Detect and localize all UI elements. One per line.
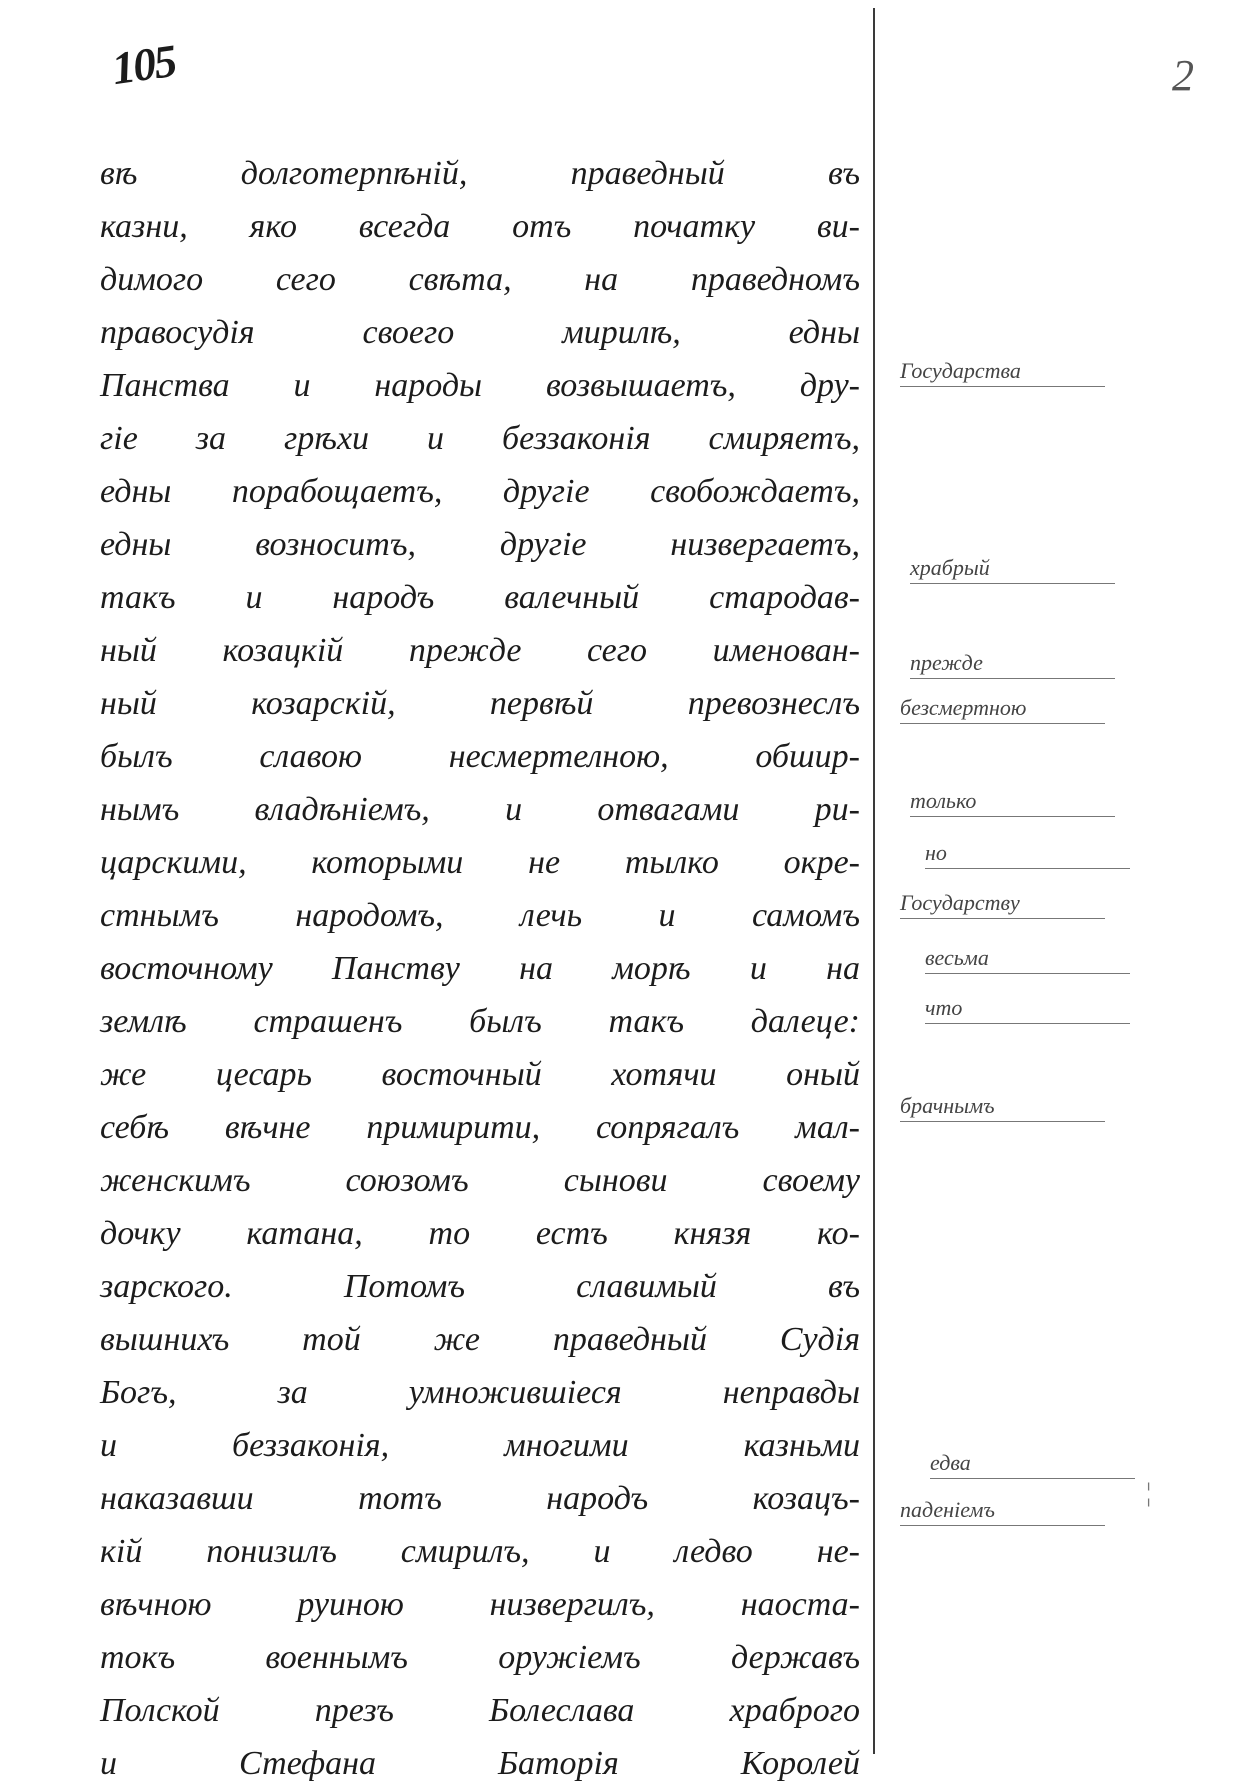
margin-note: едва — [930, 1450, 1135, 1479]
text-line: Полской презъ Болеслава храброго — [100, 1692, 860, 1729]
margin-note: брачнымъ — [900, 1093, 1105, 1122]
text-line: наказавши тотъ народъ козацъ- — [100, 1480, 860, 1517]
margin-note: Государству — [900, 890, 1105, 919]
text-line: такъ и народъ валечный стародав- — [100, 579, 860, 616]
main-text-block — [100, 148, 860, 1791]
text-line: кій понизилъ смирилъ, и ледво не- — [100, 1533, 860, 1570]
margin-note: но — [925, 840, 1130, 869]
text-line: правосудія своего мирилѣ, едны — [100, 314, 860, 351]
text-line: едны порабощаетъ, другіе свобождаетъ, — [100, 473, 860, 510]
text-line: димого сего свѣта, на праведномъ — [100, 261, 860, 298]
text-line: былъ славою несмертелною, обшир- — [100, 738, 860, 775]
margin-rule — [873, 8, 875, 1754]
margin-note: Государства — [900, 358, 1105, 387]
text-line: Богъ, за умножившіеся неправды — [100, 1374, 860, 1411]
text-line: и Стефана Баторія Королей — [100, 1745, 860, 1782]
text-line: зарского. Потомъ славимый въ — [100, 1268, 860, 1305]
text-line: вѣ долготерпѣній, праведный въ — [100, 155, 860, 192]
margin-note: прежде — [910, 650, 1115, 679]
text-line: же цесарь восточный хотячи оный — [100, 1056, 860, 1093]
text-line: Панства и народы возвышаетъ, дру- — [100, 367, 860, 404]
margin-note: весьма — [925, 945, 1130, 974]
sheet-number: 2 — [1172, 51, 1194, 100]
text-line: дочку катана, то естъ князя ко- — [100, 1215, 860, 1252]
text-line: себѣ вѣчне примирити, сопрягалъ мал- — [100, 1109, 860, 1146]
margin-note: безсмертною — [900, 695, 1105, 724]
text-line: царскими, которыми не тылко окре- — [100, 844, 860, 881]
text-line: восточному Панству на морѣ и на — [100, 950, 860, 987]
margin-note: что — [925, 995, 1130, 1024]
text-line: женскимъ союзомъ сынови своему — [100, 1162, 860, 1199]
text-line: едны возноситъ, другіе низвергаетъ, — [100, 526, 860, 563]
margin-note: храбрый — [910, 555, 1115, 584]
text-line: гіе за грѣхи и беззаконія смиряетъ, — [100, 420, 860, 457]
margin-note: только — [910, 788, 1115, 817]
text-line: вѣчною руиною низвергилъ, наоста- — [100, 1586, 860, 1623]
text-line: казни, яко всегда отъ початку ви- — [100, 208, 860, 245]
text-line: нымъ владѣніемъ, и отвагами ри- — [100, 791, 860, 828]
text-line: ный козацкій прежде сего именован- — [100, 632, 860, 669]
text-line: вышнихъ той же праведный Судія — [100, 1321, 860, 1358]
text-line: стнымъ народомъ, лечь и самомъ — [100, 897, 860, 934]
edge-mark: ¦ — [1146, 1478, 1152, 1507]
margin-note: паденіемъ — [900, 1497, 1105, 1526]
text-line: и беззаконія, многими казньми — [100, 1427, 860, 1464]
folio-number: 105 — [108, 34, 179, 95]
text-line: ный козарскій, первѣй превознеслъ — [100, 685, 860, 722]
text-line: землѣ страшенъ былъ такъ далеце: — [100, 1003, 860, 1040]
text-line: токъ военнымъ оружіемъ державъ — [100, 1639, 860, 1676]
